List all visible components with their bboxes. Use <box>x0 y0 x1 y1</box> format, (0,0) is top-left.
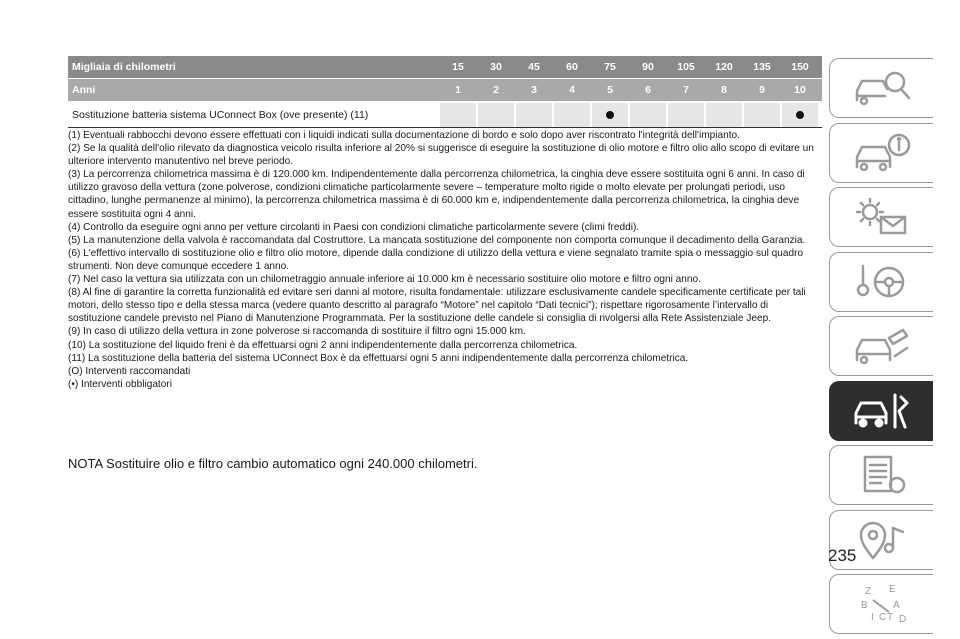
footnote: (•) Interventi obbligatori <box>68 378 172 390</box>
footnote: (3) La percorrenza chilometrica massima è di 120.000 km. Indipendentemente dalla percorrenza chilometrica, la cinghia deve essere sostituita ogni 6 anni. In caso di utilizzo gravoso della vettura (zone polverose, condizioni climatiche particolarmente severe – temperature molto rigide o molto elevate per prolungati periodi, uso cittadino, lunghe permanenze al minimo), la percorrenza chilometrica massima è di 60.000 km e, indipendentemente dalla percorrenza chilometrica, la cinghia deve essere sostituita ogni 4 anni. <box>68 169 805 220</box>
technical-data-icon <box>853 453 911 497</box>
mark-cell <box>478 103 514 127</box>
warning-lights-icon <box>853 195 911 239</box>
footnote: (2) Se la qualità dell'olio rilevato da diagnostica veicolo risulta inferiore al 20% si suggerisce di eseguire la sostituzione di olio motore e filtro olio allo scopo di evitare un ulteriore intervento manutentivo nel breve periodo. <box>68 143 814 168</box>
mark-cell <box>630 103 666 127</box>
km-cell: 15 <box>440 56 476 78</box>
footnote: (4) Controllo da eseguire ogni anno per vetture circolanti in Paesi con condizioni climatiche particolarmente severe (climi freddi). <box>68 221 640 233</box>
svg-text:E: E <box>888 584 896 595</box>
year-cell: 1 <box>440 79 476 101</box>
km-cell: 150 <box>782 56 818 78</box>
svg-text:D: D <box>898 614 906 625</box>
year-cell: 10 <box>782 79 818 101</box>
mark-cell <box>706 103 742 127</box>
km-cell: 30 <box>478 56 514 78</box>
footnote: (11) La sostituzione della batteria del sistema UConnect Box è da effettuarsi ogni 5 anni indipendentemente dalla percorrenza chilometrica. <box>68 352 689 364</box>
km-header-row <box>68 56 822 78</box>
mark-cell <box>744 103 780 127</box>
footnotes <box>68 129 824 391</box>
mark-cell <box>592 103 628 127</box>
footnote: (10) La sostituzione del liquido freni è da effettuarsi ogni 2 anni indipendentemente dalla percorrenza chilometrica. <box>68 339 578 351</box>
chapter-tab-index[interactable] <box>829 574 933 634</box>
svg-text:T: T <box>886 612 893 623</box>
year-cell: 9 <box>744 79 780 101</box>
page-number: 235 <box>828 546 857 565</box>
index-icon <box>853 582 911 626</box>
mark-cell <box>440 103 476 127</box>
car-info-icon <box>853 131 911 175</box>
year-cell: 6 <box>630 79 666 101</box>
safety-steering-icon <box>853 260 911 304</box>
svg-text:Z: Z <box>864 586 871 597</box>
km-cell: 105 <box>668 56 704 78</box>
footnote: (5) La manutenzione della valvola è raccomandata dal Costruttore. La mancata sostituzione del componente non comporta comunque il decadimento della Garanzia. <box>68 234 806 246</box>
km-header-label: Migliaia di chilometri <box>72 61 176 73</box>
car-search-icon <box>853 66 911 110</box>
table-row <box>68 103 822 128</box>
km-cell: 75 <box>592 56 628 78</box>
multimedia-icon <box>853 518 911 562</box>
chapter-tab-safety[interactable] <box>829 252 933 312</box>
svg-text:C: C <box>878 612 886 623</box>
mark-cell <box>554 103 590 127</box>
footnote: (1) Eventuali rabbocchi devono essere effettuati con i liquidi indicati sulla documentazione di bordo e solo dopo aver riscontrato l'integrità dell'impianto. <box>68 130 740 141</box>
km-cell: 135 <box>744 56 780 78</box>
svg-text:B: B <box>860 600 868 611</box>
year-cell: 5 <box>592 79 628 101</box>
svg-text:I: I <box>870 612 874 623</box>
chapter-tab-maintenance[interactable] <box>829 381 933 441</box>
year-cell: 3 <box>516 79 552 101</box>
footnote: (9) In caso di utilizzo della vettura in zone polverose si raccomanda di sostituire il filtro ogni 15.000 km. <box>68 326 526 338</box>
year-cell: 2 <box>478 79 514 101</box>
footnote: (O) Interventi raccomandati <box>68 365 191 377</box>
year-cell: 8 <box>706 79 742 101</box>
footnote: (6) L'effettivo intervallo di sostituzione olio e filtro olio motore, dipende dalla condizione di utilizzo della vettura e viene segnalato tramite spia o messaggio sul quadro strumenti. Non deve comunque eccedere 1 anno. <box>68 247 804 272</box>
chapter-tab-driving[interactable] <box>829 316 933 376</box>
svg-text:A: A <box>892 600 900 611</box>
mandatory-dot-icon <box>606 111 614 119</box>
year-cell: 4 <box>554 79 590 101</box>
chapter-tab-car-info[interactable] <box>829 123 933 183</box>
driving-icon <box>853 324 911 368</box>
mandatory-dot-icon <box>796 111 804 119</box>
mark-cell <box>668 103 704 127</box>
km-cell: 45 <box>516 56 552 78</box>
footnote: (7) Nel caso la vettura sia utilizzata con un chilometraggio annuale inferiore ai 10.000 km è necessario sostituire olio motore e filtro ogni anno. <box>68 274 701 286</box>
km-cell: 120 <box>706 56 742 78</box>
car-tools-icon <box>853 389 911 433</box>
year-cell: 7 <box>668 79 704 101</box>
chapter-tab-warning-lights[interactable] <box>829 187 933 247</box>
chapter-tab-technical-data[interactable] <box>829 445 933 505</box>
maintenance-schedule-table <box>68 56 822 128</box>
chapter-tab-car-search[interactable] <box>829 58 933 118</box>
km-cell: 60 <box>554 56 590 78</box>
row-label: Sostituzione batteria sistema UConnect Box (ove presente) (11) <box>72 109 369 121</box>
mark-cell <box>516 103 552 127</box>
footnote: (8) Al fine di garantire la corretta funzionalità ed evitare seri danni al motore, risulta fondamentale: utilizzare esclusivamente candele specificamente certificate per tali motori, dello stesso tipo e della stessa marca (vedere quanto descritto al paragrafo “Motore” nel capitolo “Dati tecnici”); rispettare rigorosamente l’intervallo di sostituzione candele previsto nel Piano di Manutenzione Programmata. Per la sostituzione delle candele si consiglia di rivolgersi alla Rete Assistenziale Jeep. <box>68 287 806 325</box>
years-header-label: Anni <box>72 84 96 96</box>
mark-cell <box>782 103 818 127</box>
years-header-row <box>68 78 822 101</box>
km-cell: 90 <box>630 56 666 78</box>
automatic-transmission-note: NOTA Sostituire olio e filtro cambio automatico ogni 240.000 chilometri. <box>68 456 478 471</box>
